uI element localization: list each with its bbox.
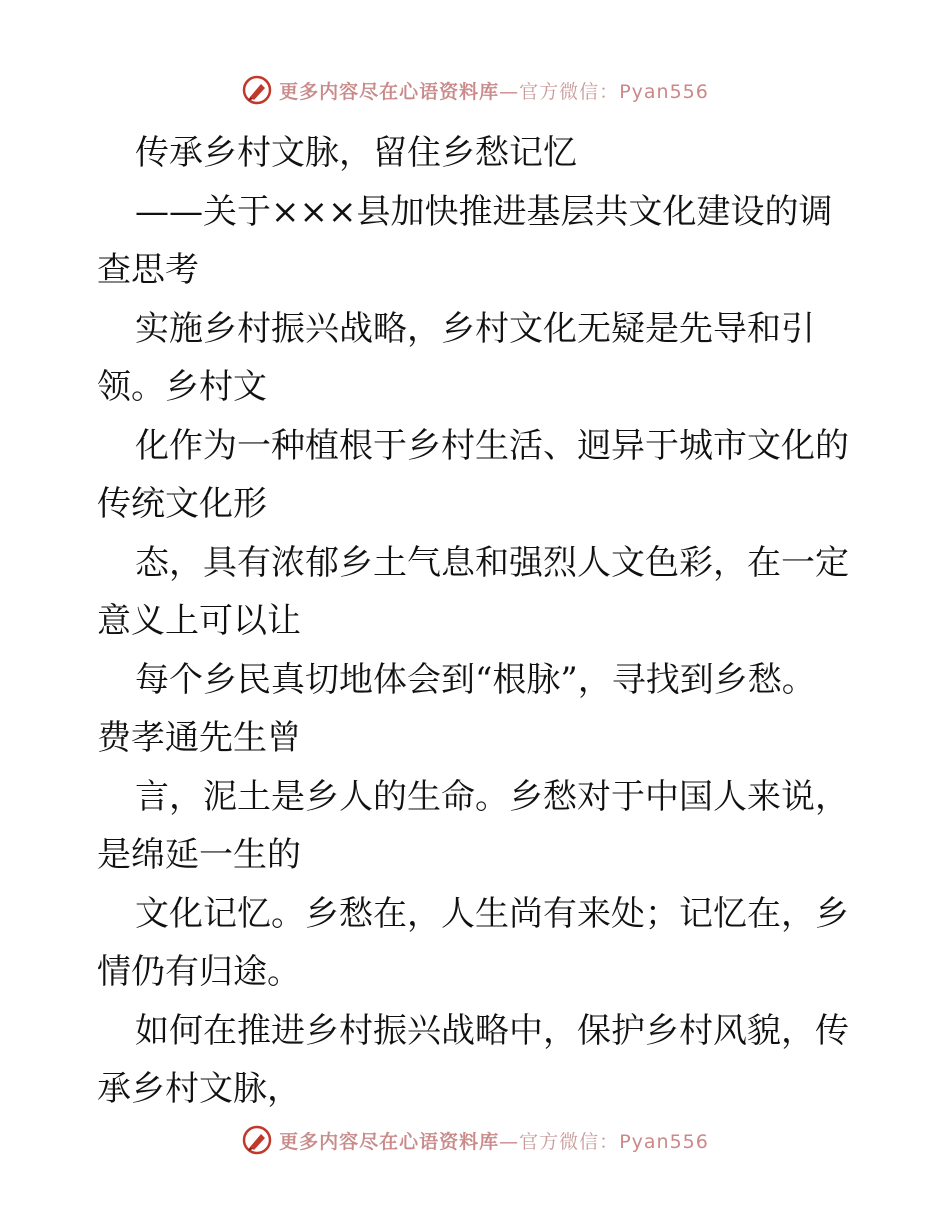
- banner-dash: —: [499, 1130, 520, 1153]
- banner-wechat-label: 官方微信：: [519, 80, 620, 103]
- banner-wechat-id: Pyan556: [619, 1130, 709, 1153]
- text-line: ——关于×××县加快推进基层共文化建设的调: [135, 191, 833, 232]
- text-line: 情仍有归途。: [97, 952, 301, 992]
- footer-banner: [0, 1120, 950, 1160]
- pen-logo-icon: [241, 74, 273, 106]
- text-line: 文化记忆。乡愁在，人生尚有来处；记忆在，乡: [135, 893, 849, 934]
- pen-logo-icon: [241, 1124, 273, 1156]
- text-line: 领。乡村文: [97, 367, 267, 407]
- banner-dash: —: [499, 80, 520, 103]
- text-line: 查思考: [97, 250, 199, 290]
- banner-wechat-label: 官方微信：: [519, 1130, 620, 1153]
- text-line: 实施乡村振兴战略，乡村文化无疑是先导和引: [135, 308, 815, 349]
- text-line: 每个乡民真切地体会到“根脉”，寻找到乡愁。: [135, 659, 816, 700]
- text-line: 态，具有浓郁乡土气息和强烈人文色彩，在一定: [135, 542, 849, 583]
- text-line: 化作为一种植根于乡村生活、迥异于城市文化的: [135, 425, 849, 466]
- text-line: 传承乡村文脉，留住乡愁记忆: [135, 133, 577, 173]
- banner-wechat-id: Pyan556: [619, 80, 709, 103]
- text-line: 承乡村文脉，: [97, 1069, 301, 1109]
- header-banner: [0, 70, 950, 110]
- banner-main-text: 更多内容尽在心语资料库: [279, 1130, 500, 1153]
- text-line: 传统文化形: [97, 484, 267, 524]
- document-body: [97, 124, 857, 1119]
- text-line: 意义上可以让: [97, 601, 301, 641]
- banner-main-text: 更多内容尽在心语资料库: [279, 80, 500, 103]
- text-line: 言，泥土是乡人的生命。乡愁对于中国人来说，: [135, 776, 849, 817]
- text-line: 费孝通先生曾: [97, 718, 301, 758]
- text-line: 如何在推进乡村振兴战略中，保护乡村风貌，传: [135, 1010, 849, 1051]
- text-line: 是绵延一生的: [97, 835, 301, 875]
